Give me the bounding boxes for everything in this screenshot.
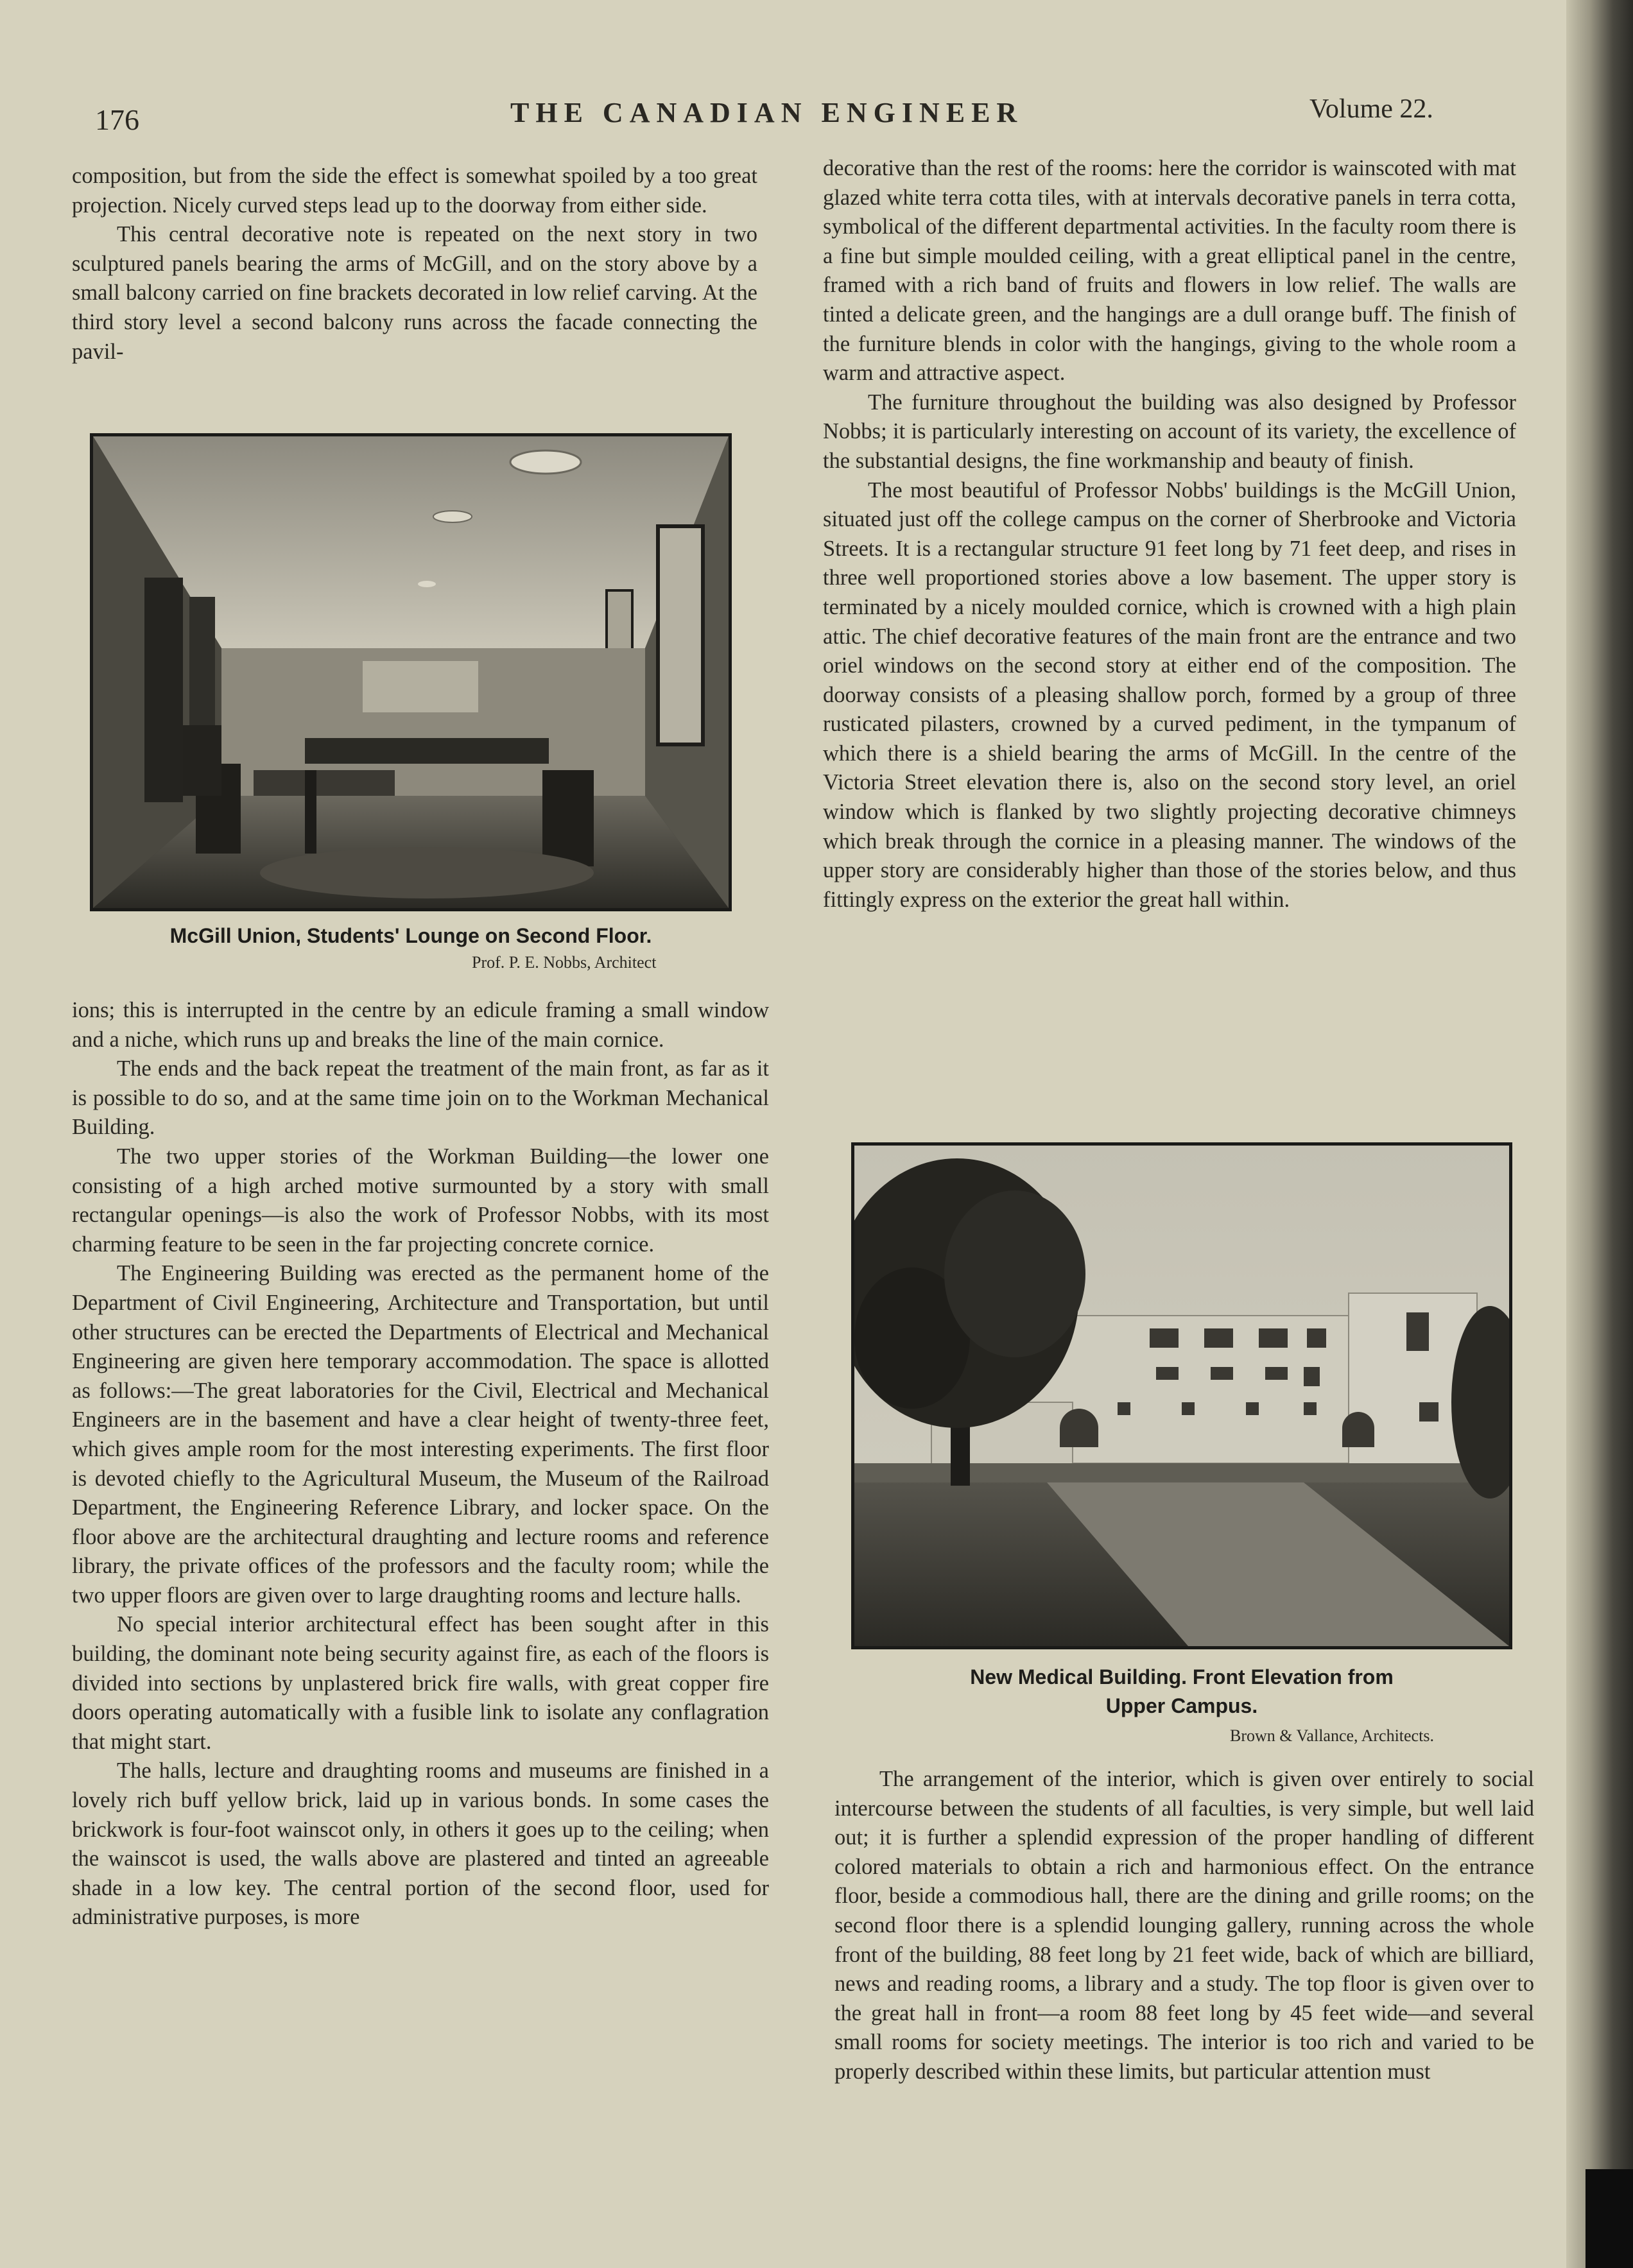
paragraph: The ends and the back repeat the treatment of the main front, as far as it is possible to do so, and at the same time join on to the Workman Mechanical Building. xyxy=(72,1056,769,1140)
figure-lounge xyxy=(90,433,732,985)
figure-medical-caption-line1: New Medical Building. Front Elevation from xyxy=(970,1665,1394,1688)
paragraph: The furniture throughout the building was also designed by Professor Nobbs; it is particularly interesting on account of its variety, the excellence of the substantial designs, the fine workmanship and beauty of finish. xyxy=(823,390,1516,473)
paragraph: The arrangement of the interior, which is given over entirely to social intercourse between the students of all faculties, is very simple, but well laid out; it is further a splendid expression of the proper handling of different colored materials to obtain a rich and harmonious effect. On the entrance floor, beside a commodious hall, there are the dining and grille rooms; on the second floor there is a splendid lounging gallery, running across the whole front of the building, 88 feet long by 21 feet wide, back of which are billiard, news and reading rooms, a library and a study. The top floor is given over to the great hall in front—a room 88 feet long by 45 feet wide—and several small rooms for society meetings. The interior is too rich and varied to be properly described within these limits, but particular attention must xyxy=(834,1767,1534,2084)
right-column-bottom xyxy=(834,1765,1534,2087)
right-column-top xyxy=(823,154,1516,915)
left-column-top xyxy=(72,162,757,366)
paragraph: composition, but from the side the effect is somewhat spoiled by a too great projection. Nicely curved steps lead up to the doorway from either side. xyxy=(72,164,757,218)
paragraph: The two upper stories of the Workman Building—the lower one consisting of a high arched motive surmounted by a story with small rectangular openings—is also the work of Professor Nobbs, with its most charming feature to be seen in the far projecting concrete cornice. xyxy=(72,1144,769,1257)
paragraph: This central decorative note is repeated on the next story in two sculptured panels bearing the arms of McGill, and on the story above by a small balcony carried on fine brackets decorated in low relief carving. At the third story level a second balcony runs across the facade connecting the pavil- xyxy=(72,222,757,364)
figure-lounge-credit: Prof. P. E. Nobbs, Architect xyxy=(472,953,657,972)
page-header xyxy=(0,90,1566,141)
paragraph: The most beautiful of Professor Nobbs' buildings is the McGill Union, situated just off the college campus on the corner of Sherbrooke and Victoria Streets. It is a rectangular structure 91 feet long by 71 feet deep, and rises in three well proportioned stories above a low basement. The upper story is terminated by a nicely moulded cornice, which is crowned with a high plain attic. The chief decorative features of the main front are the entrance and two oriel windows on the second story at either end of the composition. The doorway consists of a pleasing shallow porch, formed by a group of three rusticated pilasters, crowned by a curved pediment, in the tympanum of which there is a shield bearing the arms of McGill. In the centre of the Victoria Street elevation there is, also on the second story level, an oriel window which is flanked by two slightly projecting decorative chimneys which break through the cornice in a pleasing manner. The windows of the upper story are considerably higher than those of the stories below, and thus fittingly express on the exterior the great hall within. xyxy=(823,477,1516,912)
paragraph: The halls, lecture and draughting rooms and museums are finished in a lovely rich buff yellow brick, laid up in various bonds. In some cases the brickwork is four-foot wainscot only, in others it goes up to the ceiling; when the wainscot is used, the walls above are plastered and tinted an agreeable shade in a low key. The central portion of the second floor, used for administrative purposes, is more xyxy=(72,1758,769,1930)
figure-medical-caption-line2: Upper Campus. xyxy=(1105,1694,1258,1717)
paragraph: No special interior architectural effect has been sought after in this building, the dominant note being security against fire, as each of the floors is divided into sections by unplastered brick fire walls, with great copper fire doors operating automatically with a fusible link to isolate any conflagration that might start. xyxy=(72,1612,769,1754)
figure-medical-credit: Brown & Vallance, Architects. xyxy=(1230,1726,1434,1745)
left-column-bottom xyxy=(72,996,769,1932)
figure-lounge-caption: McGill Union, Students' Lounge on Second Floor. xyxy=(169,924,652,947)
lounge-photo-illustration xyxy=(93,436,729,908)
page-number: 176 xyxy=(95,103,139,136)
paragraph: decorative than the rest of the rooms: here the corridor is wainscoted with mat glazed white terra cotta tiles, with at intervals decorative panels in terra cotta, symbolical of the different departmental activities. In the faculty room there is a fine but simple moulded ceiling, with a great elliptical panel in the centre, framed with a rich band of fruits and flowers in low relief. The walls are tinted a delicate green, and the hangings are a dull orange buff. The finish of the furniture blends in color with the hangings, giving to the whole room a warm and attractive aspect. xyxy=(823,156,1516,386)
paragraph: The Engineering Building was erected as the permanent home of the Department of Civil Engineering, Architecture and Transportation, but until other structures can be erected the Departments of Electrical and Mechanical Engineering are given here temporary accommodation. The space is allotted as follows:—The great laboratories for the Civil, Electrical and Mechanical Engineers are in the basement and have a clear height of twenty-three feet, which gives ample room for the most interesting experiments. The first floor is devoted chiefly to the Agricultural Museum, the Museum of the Railroad Department, the Engineering Reference Library, and locker space. On the floor above are the architectural draughting and lecture rooms and reference library, the private offices of the professors and the faculty room; while the two upper floors are given over to large draughting rooms and lecture halls. xyxy=(72,1261,769,1608)
volume-label: Volume 22. xyxy=(1309,94,1433,124)
medical-building-photo-illustration xyxy=(854,1146,1509,1646)
lounge-photo xyxy=(90,433,732,911)
page-corner-shadow xyxy=(1585,2169,1633,2268)
journal-title: THE CANADIAN ENGINEER xyxy=(510,97,1024,128)
paragraph: ions; this is interrupted in the centre by an edicule framing a small window and a niche, which runs up and breaks the line of the main cornice. xyxy=(72,998,769,1052)
medical-building-photo xyxy=(851,1142,1512,1649)
page-spine-shadow xyxy=(1566,0,1633,2268)
figure-medical-building xyxy=(851,1142,1512,1752)
